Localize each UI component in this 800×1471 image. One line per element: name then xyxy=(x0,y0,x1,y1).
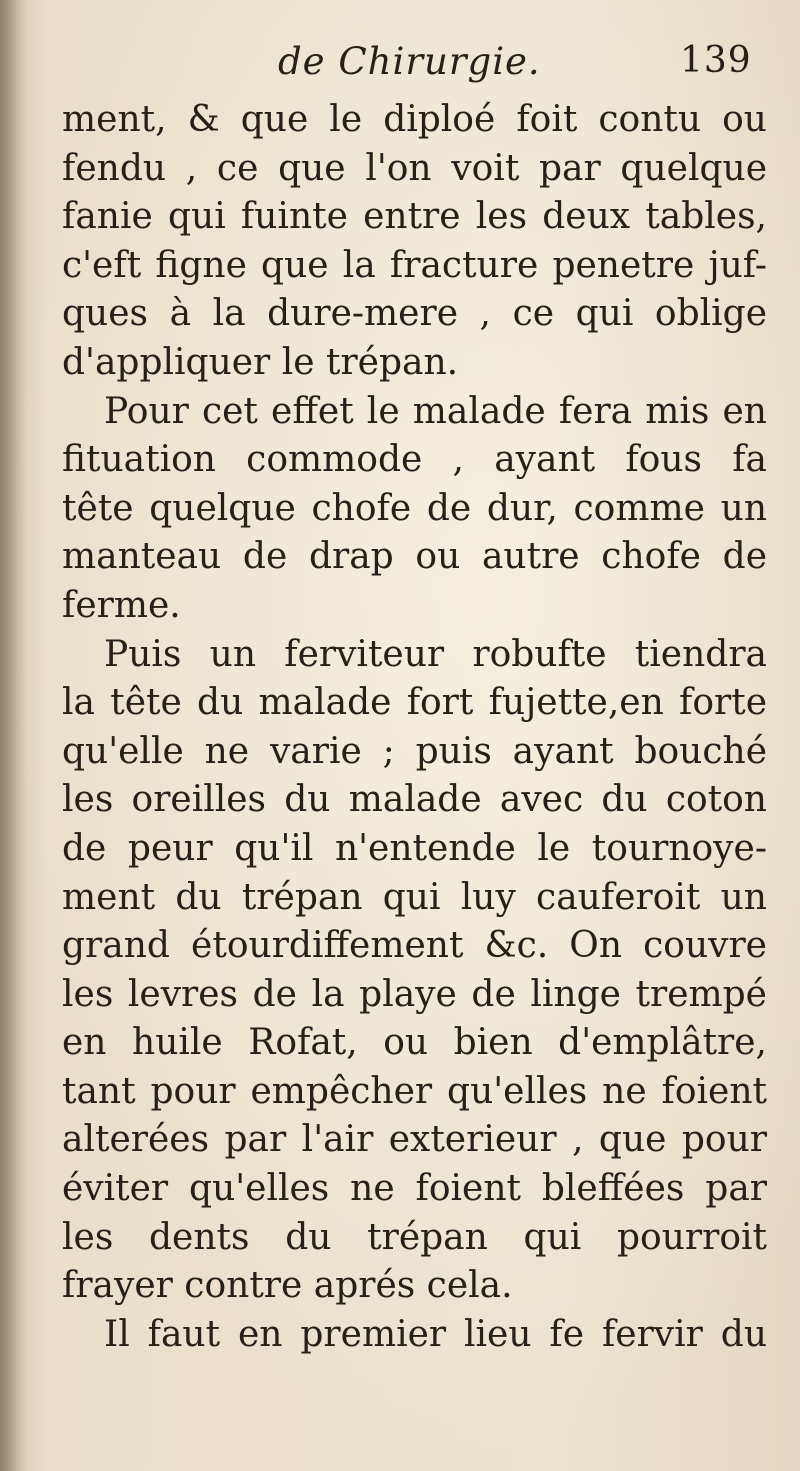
running-head xyxy=(0,40,800,92)
text-line: manteau de drap ou autre chofe de xyxy=(62,536,767,578)
text-line: fituation commode , ayant fous fa xyxy=(62,439,767,481)
text-line: c'eft figne que la fracture penetre juf- xyxy=(62,244,767,286)
text-line: de peur qu'il n'entende le tournoye- xyxy=(62,827,767,869)
body-text xyxy=(62,96,767,1359)
text-line: grand étourdiffement &c. On couvre xyxy=(62,925,767,967)
text-line: ment, & que le diploé foit contu ou xyxy=(62,99,767,140)
text-line: ment du trépan qui luy cauferoit un xyxy=(62,876,767,918)
text-line: d'appliquer le trépan. xyxy=(62,341,459,383)
text-line: fanie qui fuinte entre les deux tables, xyxy=(62,196,767,238)
text-line: tête quelque chofe de dur, comme un xyxy=(62,487,767,529)
text-line: tant pour empêcher qu'elles ne foient xyxy=(62,1070,767,1112)
text-line: alterées par l'air exterieur , que pour xyxy=(62,1119,767,1161)
text-line: Puis un ferviteur robufte tiendra xyxy=(104,633,767,675)
text-line: frayer contre aprés cela. xyxy=(62,1265,513,1307)
text-line: Il faut en premier lieu fe fervir du xyxy=(104,1313,767,1355)
text-line: les oreilles du malade avec du coton xyxy=(62,779,767,821)
text-line: la tête du malade fort fujette,en forte xyxy=(62,682,767,724)
text-line: ques à la dure-mere , ce qui oblige xyxy=(62,293,767,335)
text-line: qu'elle ne varie ; puis ayant bouché xyxy=(62,730,767,772)
text-line: ferme. xyxy=(62,584,181,626)
running-head-title: de Chirurgie. xyxy=(278,40,541,83)
text-line: les levres de la playe de linge trempé xyxy=(62,973,767,1015)
text-line: fendu , ce que l'on voit par quelque xyxy=(62,147,767,189)
text-line: éviter qu'elles ne foient bleffées par xyxy=(62,1168,767,1210)
text-line: en huile Rofat, ou bien d'emplâtre, xyxy=(62,1022,767,1064)
page-number: 139 xyxy=(680,40,752,81)
text-line: les dents du trépan qui pourroit xyxy=(62,1216,767,1258)
text-line: Pour cet effet le malade fera mis en xyxy=(104,390,767,432)
gutter-shadow xyxy=(0,0,26,1471)
